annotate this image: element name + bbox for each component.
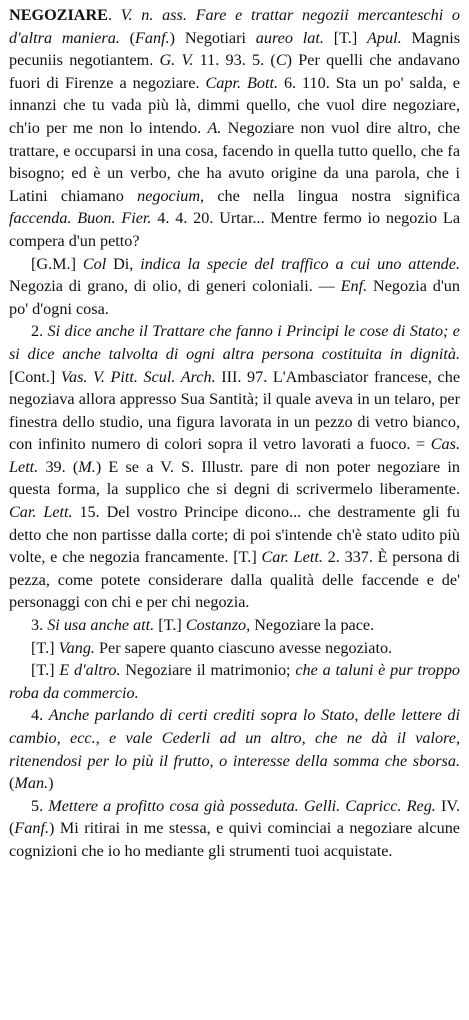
italic-run: aureo lat. [255,28,324,47]
text-run: 39. ( [38,457,79,476]
italic-run: Costanzo, [185,616,251,635]
text-run: [T.] [154,616,186,635]
italic-run: Cas. Lett. [9,435,460,476]
text-run: , che nella lingua nostra significa [200,186,460,205]
italic-run: Vas. V. Pitt. Scul. Arch. [60,367,216,386]
entry-paragraph-p5 [9,637,460,660]
text-run: 5. [31,796,49,815]
italic-run: A. [207,118,222,137]
text-run: 6. 110. Sta un po' salda, e innanzi che tu vada più là, dimmi quello, che vuol dire negoziare, ch'io per me non lo intendo. [9,73,460,137]
italic-run: Car. Lett. [9,503,73,522]
text-run: 11. 93. 5. ( [193,51,276,70]
text-run: ) E se a V. S. Illustr. pare di non poter negoziare in questa forma, la supplico che si degni di scrivermelo liberamente. [9,457,460,499]
text-run: [T.] [323,28,368,47]
italic-run: Si usa anche att. [47,616,155,635]
entry-paragraph-p6 [9,659,460,704]
text-run: Magnis pecuniis negotiantem. [9,28,461,70]
italic-run: Col [82,254,107,273]
entry-paragraph-p3 [9,320,460,614]
italic-run: C [275,51,287,70]
text-run: ) Per quelli che andavano fuori di Firenze a negoziare. [9,51,460,92]
text-run: Negozia di grano, di olio, di generi coloniali. — [9,277,341,296]
headword: NEGOZIARE [9,6,108,24]
italic-run: Fanf. [14,819,50,838]
text-run: [Cont.] [9,367,61,386]
italic-run: Anche parlando di certi crediti sopra lo Stato, delle lettere di cambio, ecc., e vale Cederli ad un altro, che ne dà il valore, ritenendosi per lo più il frutto, o interesse della somma che sborsa. [9,706,461,770]
text-run: . [107,6,121,24]
italic-run: negocium [137,186,201,205]
text-run: ) [48,774,54,793]
text-run: [T.] [31,638,59,657]
text-run: Per sapere quanto ciascuno avesse negoziato. [94,638,393,657]
italic-run: Man. [14,774,49,793]
italic-run: Mettere a profitto cosa già posseduta. Gelli. Capricc. Reg. [48,796,436,815]
text-run: 15. Del vostro Principe dicono... che destramente gli fu detto che non partisse dalla corte; di poi s'intende ch'è stato udito più volte, e che negozia francamente. [T.] [9,503,460,567]
text-run: Negoziare il matrimonio; [120,661,296,680]
entry-paragraph-p1 [9,4,460,253]
entry-paragraph-p2 [9,253,460,321]
text-run: [G.M.] [31,254,83,273]
dictionary-entry-negoziare [9,4,460,863]
text-run: Di, [106,254,141,273]
italic-run: Vang. [58,638,95,657]
text-run: 2. 337. È persona di pezza, come potete considerare dalla qualità delle faccende e de' personaggi con chi e per chi negozia. [9,548,460,612]
text-run: 4. [31,706,49,725]
italic-run: V. n. ass. Fare e trattar negozii mercanteschi o d'altra maniera. [9,6,460,47]
entry-paragraph-p7 [9,704,460,794]
italic-run: Car. Lett. [261,548,323,567]
text-run: Negoziare non vuol dire altro, che trattare, e occuparsi in una cosa, facendo in quella tutto quello, che fa bisogno; ed è un verbo, che ha avuto origine da una parola, che i Latini chiamano [9,118,460,205]
text-run: IV. ( [9,796,461,838]
italic-run: indica la specie del traffico a cui uno attende. [140,254,460,273]
text-run: 2. [31,322,48,341]
text-run: [T.] [31,661,60,680]
italic-run: Si dice anche il Trattare che fanno i Principi le cose di Stato; e si dice anche talvolta di ogni altra persona costituita in dignità. [9,322,460,363]
italic-run: Enf. [340,277,368,296]
italic-run: Apul. [367,28,402,47]
italic-run: M. [78,457,96,476]
italic-run: G. V. [159,51,194,70]
italic-run: Fanf. [135,28,170,47]
italic-run: Capr. Bott. [205,73,278,92]
text-run: Negoziare la pace. [250,616,375,635]
text-run: ) Mi ritirai in me stessa, e quivi cominciai a negoziare alcune cognizioni che io ho mediante gli strumenti tuoi acquistate. [9,819,460,860]
italic-run: che a taluni è pur troppo roba da commercio. [9,661,461,702]
italic-run: E d'altro. [59,661,121,680]
entry-paragraph-p4 [9,614,460,637]
entry-paragraph-p8 [9,795,460,863]
italic-run: faccenda. Buon. Fier. [9,209,152,228]
text-run: Negozia d'un po' d'ogni cosa. [9,277,460,318]
text-run: ( [119,28,136,47]
text-run: ( [9,774,15,793]
text-run: III. 97. L'Ambasciator francese, che negoziava allora appresso Sua Santità; il quale aveva in un telaro, per finestra dello studio, una figura lavorata in un pezzo di vetro bianco, con infinito numero di colori sopra il vetro lavorati a fuoco. = [9,367,461,454]
text-run: 3. [31,616,48,635]
text-run: ) Negotiari [169,28,256,47]
text-run: 4. 4. 20. Urtar... Mentre fermo io negozio La compera d'un petto? [9,209,461,250]
